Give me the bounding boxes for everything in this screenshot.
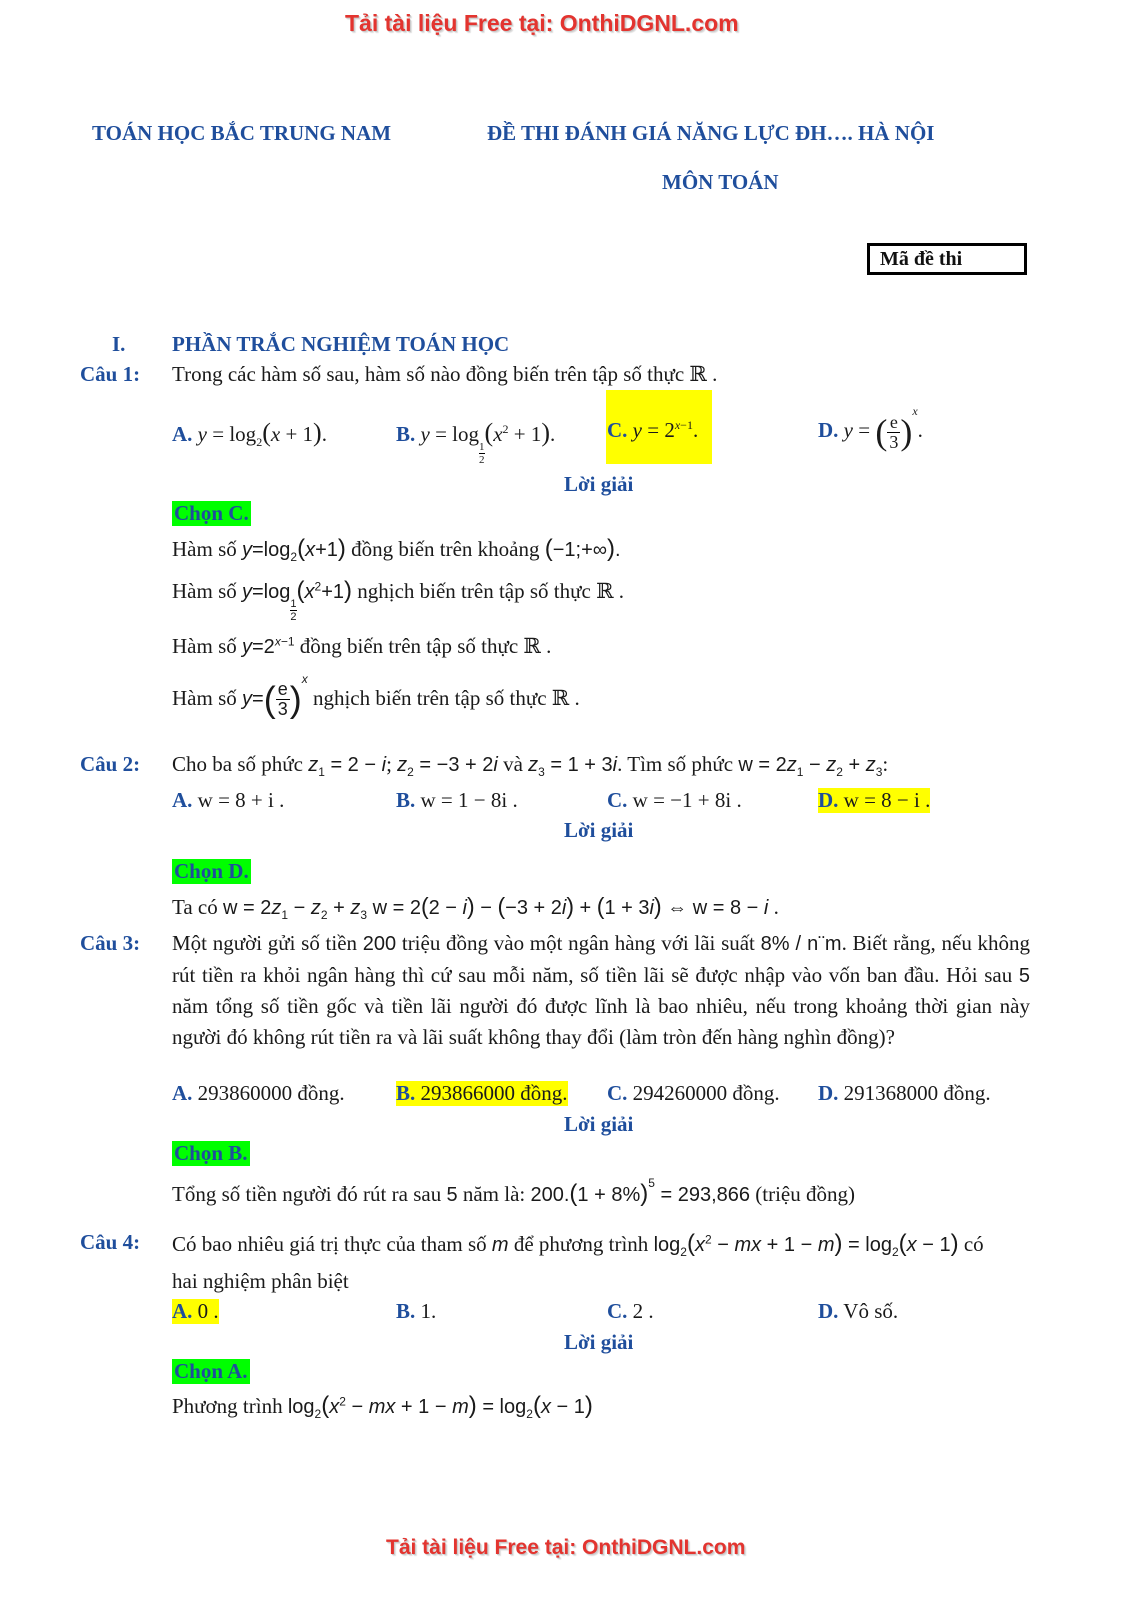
q4-option-a: A. 0 . (172, 1299, 219, 1323)
q3-label: Câu 3: (80, 931, 141, 955)
q4-option-d: D. Vô số. (818, 1299, 899, 1323)
q1-solution-label: Lời giải (564, 472, 634, 496)
watermark-top: Tải tài liệu Free tại: OnthiDGNL.com (345, 10, 739, 36)
section-title: PHẦN TRẮC NGHIỆM TOÁN HỌC (172, 332, 510, 356)
option-letter: C. (607, 418, 628, 442)
q2-option-d: D. w = 8 − i . (818, 788, 931, 812)
q1-option-c: C. $y = 2^{x-1}$. (607, 418, 699, 442)
option-letter: A. (172, 422, 193, 446)
subject-title: MÔN TOÁN (662, 170, 779, 194)
q1-text: Trong các hàm số sau, hàm số nào đồng biến trên tập số thực ℝ . (172, 362, 718, 386)
q4-explain: Phương trình $\log_2(x^2$ − mx + $1 - m) = \log_2(x - 1)$ (172, 1392, 593, 1421)
q4-option-c: C. 2 . (607, 1299, 654, 1323)
q1-explain-2: Hàm số y=log $\frac{1}{2}$ $(x^2+1)$ nghịch biến trên tập số thực ℝ . (172, 577, 625, 623)
section-number: I. (112, 332, 126, 356)
watermark-bottom: Tải tài liệu Free tại: OnthiDGNL.com (386, 1536, 746, 1559)
q2-label: Câu 2: (80, 752, 141, 776)
q1-option-b: B. y = log $\frac{1}{2}$ $(x^2 + 1)$. (396, 418, 556, 466)
exam-code-label: Mã đề thi (880, 248, 963, 270)
option-letter: B. (396, 422, 416, 446)
q1-label: Câu 1: (80, 362, 141, 386)
header-left: TOÁN HỌC BẮC TRUNG NAM (92, 121, 392, 145)
q4-answer-badge: Chọn A. (174, 1359, 248, 1383)
q2-explain: Ta có $w = 2z_1 - z_2 + z_3$ w = 2(2 − i) − (−3 + 2i) + (1 + 3i) ⇔ w = 8 − i . (172, 893, 779, 922)
q1-answer-badge: Chọn C. (174, 501, 249, 525)
q3-option-b: B. 293866000 đồng. (396, 1081, 568, 1105)
option-letter: D. (818, 418, 839, 442)
header-right: ĐỀ THI ĐÁNH GIÁ NĂNG LỰC ĐH…. HÀ NỘI (487, 121, 935, 145)
q2-solution-label: Lời giải (564, 818, 634, 842)
q4-option-b: B. 1. (396, 1299, 437, 1323)
q4-solution-label: Lời giải (564, 1330, 634, 1354)
q2-option-c: C. w = −1 + 8i . (607, 788, 742, 812)
q2-text: Cho ba số phức $z_1 = 2 - i$; $z_2 = -3 + 2i$ và $z_3 = 1 + 3i$. Tìm số phức $w = 2z_1 - z_2 + z_3$: (172, 752, 889, 779)
q2-option-a: A. w = 8 + i . (172, 788, 285, 812)
q1-explain-3: Hàm số $y=2^{x-1}$ đồng biến trên tập số thực ℝ . (172, 634, 552, 658)
q1-option-a: A. $y = \log_2(x + 1)$. (172, 418, 327, 450)
q1-option-d: D. y = ( $\frac{e}{3}$ )$^x$. (818, 404, 923, 453)
q1-explain-4: Hàm số y=( $\frac{e}{3}$ )$^x$ nghịch biến trên tập số thực ℝ . (172, 672, 580, 720)
q3-text: Một người gửi số tiền 200 triệu đồng vào một ngân hàng với lãi suất 8% / n¨m. Biết rằng, nếu không rút tiền ra khỏi ngân hàng thì cứ sau mỗi năm, số tiền lãi sẽ được nhập vào vốn ban đầu. Hỏi sau 5 năm tổng số tiền gốc và tiền lãi người đó được lĩnh là bao nhiêu, nếu trong khoảng thời gian này người đó không rút tiền ra và lãi suất không thay đổi (làm tròn đến hàng nghìn đồng)? (172, 931, 1031, 1049)
q4-label: Câu 4: (80, 1230, 141, 1254)
exam-code-box (867, 243, 1027, 275)
q4-text-line1: Có bao nhiêu giá trị thực của tham số m để phương trình $\log_2(x^2$ − mx + $1 - m) = \log_2(x - 1)$ có (172, 1230, 984, 1259)
q3-option-d: D. 291368000 đồng. (818, 1081, 991, 1105)
q2-answer-badge: Chọn D. (174, 859, 249, 883)
q4-text-line2: hai nghiệm phân biệt (172, 1269, 349, 1293)
q3-answer-badge: Chọn B. (174, 1141, 248, 1165)
q3-option-c: C. 294260000 đồng. (607, 1081, 780, 1105)
q3-explain: Tổng số tiền người đó rút ra sau 5 năm là: $200.(1 + 8\%)^5 = 293,866$ (triệu đồng) (172, 1176, 856, 1207)
q2-option-b: B. w = 1 − 8i . (396, 788, 518, 812)
q3-option-a: A. 293860000 đồng. (172, 1081, 345, 1105)
q3-solution-label: Lời giải (564, 1112, 634, 1136)
q1-explain-1: Hàm số $y=\log_2(x+1)$ đồng biến trên khoảng (−1;+∞). (172, 535, 621, 564)
